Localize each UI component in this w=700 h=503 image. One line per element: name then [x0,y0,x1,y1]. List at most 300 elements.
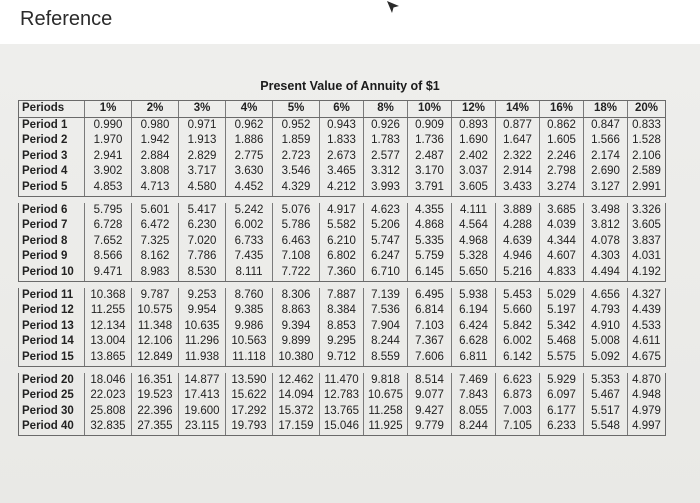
column-header-rate: 10% [408,101,452,118]
table-cell: 11.938 [179,350,226,366]
table-cell: 5.938 [452,288,496,304]
table-cell: 9.253 [179,288,226,304]
table-cell: 4.868 [408,218,452,234]
table-row [19,149,666,165]
table-cell: 10.368 [85,288,132,304]
table-cell: 5.548 [584,419,628,435]
table-cell: 10.635 [179,319,226,335]
table-cell: 4.494 [584,265,628,281]
table-cell: 2.322 [496,149,540,165]
table-cell: 2.246 [540,149,584,165]
table-cell: 1.913 [179,133,226,149]
column-header-rate: 16% [540,101,584,118]
table-cell: 4.870 [628,373,666,389]
table-cell: 5.206 [364,218,408,234]
table-cell: 6.495 [408,288,452,304]
table-cell: 1.970 [85,133,132,149]
page-title: Reference [20,8,113,30]
present-value-table [18,100,665,436]
column-header-rate: 4% [226,101,273,118]
table-cell: 8.162 [132,249,179,265]
table-cell: 12.134 [85,319,132,335]
table-cell: 6.733 [226,234,273,250]
table-cell: 5.660 [496,303,540,319]
table-cell: 7.786 [179,249,226,265]
table-cell: 13.765 [320,404,364,420]
table-cell: 13.004 [85,334,132,350]
period-label: Period 9 [19,249,85,265]
table-cell: 5.601 [132,203,179,219]
table-row [19,419,666,435]
table-row [19,373,666,389]
table-cell: 12.462 [273,373,320,389]
table-cell: 9.077 [408,388,452,404]
table-cell: 10.380 [273,350,320,366]
period-label: Period 20 [19,373,85,389]
table-cell: 5.092 [584,350,628,366]
table-cell: 4.212 [320,180,364,196]
table-cell: 2.723 [273,149,320,165]
table-cell: 4.303 [584,249,628,265]
table-cell: 4.031 [628,249,666,265]
table-cell: 3.326 [628,203,666,219]
table-cell: 32.835 [85,419,132,435]
table-cell: 1.859 [273,133,320,149]
column-header-rate: 1% [85,101,132,118]
table-cell: 4.917 [320,203,364,219]
table-cell: 4.580 [179,180,226,196]
column-header-rate: 18% [584,101,628,118]
table-cell: 5.468 [540,334,584,350]
table-row [19,234,666,250]
period-label: Period 15 [19,350,85,366]
table-cell: 25.808 [85,404,132,420]
table-cell: 1.605 [540,133,584,149]
period-label: Period 13 [19,319,85,335]
table-row [19,249,666,265]
table-cell: 0.862 [540,117,584,133]
table-cell: 9.899 [273,334,320,350]
table-cell: 2.884 [132,149,179,165]
table-cell: 1.690 [452,133,496,149]
table-cell: 3.037 [452,164,496,180]
table-cell: 9.986 [226,319,273,335]
period-label: Period 6 [19,203,85,219]
table-cell: 5.929 [540,373,584,389]
table-cell: 5.582 [320,218,364,234]
period-label: Period 14 [19,334,85,350]
table-cell: 1.783 [364,133,408,149]
period-label: Period 40 [19,419,85,435]
table-cell: 6.194 [452,303,496,319]
table-cell: 4.611 [628,334,666,350]
column-header-rate: 20% [628,101,666,118]
table-cell: 3.791 [408,180,452,196]
table-cell: 0.926 [364,117,408,133]
table-cell: 5.342 [540,319,584,335]
table-row [19,265,666,281]
table-cell: 4.833 [540,265,584,281]
table-cell: 5.008 [584,334,628,350]
table-cell: 0.847 [584,117,628,133]
column-header-rate: 5% [273,101,320,118]
table-cell: 15.622 [226,388,273,404]
table-cell: 8.244 [452,419,496,435]
table-cell: 3.812 [584,218,628,234]
table-cell: 12.849 [132,350,179,366]
table-cell: 4.607 [540,249,584,265]
table-cell: 6.177 [540,404,584,420]
table-title: Present Value of Annuity of $1 [260,79,440,93]
table-cell: 11.348 [132,319,179,335]
table-cell: 11.258 [364,404,408,420]
table-cell: 8.111 [226,265,273,281]
table-cell: 3.605 [628,218,666,234]
table-cell: 7.103 [408,319,452,335]
table-cell: 7.108 [273,249,320,265]
table-cell: 6.472 [132,218,179,234]
table-cell: 6.463 [273,234,320,250]
table-cell: 6.230 [179,218,226,234]
table-cell: 13.590 [226,373,273,389]
table-cell: 4.946 [496,249,540,265]
table-cell: 3.546 [273,164,320,180]
table-cell: 10.675 [364,388,408,404]
table-row [19,117,666,133]
table-cell: 5.353 [584,373,628,389]
table-cell: 11.255 [85,303,132,319]
table-cell: 5.335 [408,234,452,250]
table-cell: 6.623 [496,373,540,389]
table-cell: 1.647 [496,133,540,149]
table-cell: 2.991 [628,180,666,196]
period-label: Period 11 [19,288,85,304]
table-cell: 7.003 [496,404,540,420]
table-cell: 11.296 [179,334,226,350]
table-cell: 6.628 [452,334,496,350]
period-label: Period 12 [19,303,85,319]
table-row [19,404,666,420]
table-cell: 9.427 [408,404,452,420]
period-label: Period 1 [19,117,85,133]
table-cell: 5.650 [452,265,496,281]
table-cell: 27.355 [132,419,179,435]
table-cell: 9.712 [320,350,364,366]
table-cell: 7.139 [364,288,408,304]
table-cell: 8.306 [273,288,320,304]
table-cell: 5.517 [584,404,628,420]
table-cell: 7.469 [452,373,496,389]
table-cell: 0.980 [132,117,179,133]
table-cell: 8.760 [226,288,273,304]
table-cell: 5.786 [273,218,320,234]
table-cell: 3.902 [85,164,132,180]
table-row [19,350,666,366]
table-cell: 2.914 [496,164,540,180]
table-cell: 6.424 [452,319,496,335]
table-cell: 23.115 [179,419,226,435]
table-cell: 4.675 [628,350,666,366]
table-cell: 3.630 [226,164,273,180]
table-cell: 6.002 [226,218,273,234]
table-cell: 7.435 [226,249,273,265]
table-cell: 5.197 [540,303,584,319]
table-cell: 1.942 [132,133,179,149]
table-cell: 8.853 [320,319,364,335]
column-header-periods: Periods [19,101,85,118]
table-row [19,180,666,196]
table-cell: 6.247 [364,249,408,265]
table-cell: 7.536 [364,303,408,319]
table-cell: 6.210 [320,234,364,250]
table-cell: 6.814 [408,303,452,319]
table-cell: 0.943 [320,117,364,133]
table-row [19,203,666,219]
table-cell: 3.605 [452,180,496,196]
column-header-rate: 12% [452,101,496,118]
table-cell: 2.577 [364,149,408,165]
table-header-row [19,101,666,118]
table-cell: 6.811 [452,350,496,366]
table-cell: 4.039 [540,218,584,234]
table-cell: 17.413 [179,388,226,404]
table-cell: 3.127 [584,180,628,196]
table-cell: 7.360 [320,265,364,281]
table-cell: 9.394 [273,319,320,335]
table-cell: 4.078 [584,234,628,250]
table-cell: 4.327 [628,288,666,304]
table-cell: 1.528 [628,133,666,149]
table-row [19,164,666,180]
table-cell: 11.118 [226,350,273,366]
table-cell: 15.046 [320,419,364,435]
table-cell: 5.842 [496,319,540,335]
table-cell: 8.055 [452,404,496,420]
table-cell: 6.142 [496,350,540,366]
period-label: Period 2 [19,133,85,149]
table-cell: 1.886 [226,133,273,149]
table-cell: 11.470 [320,373,364,389]
table-cell: 5.216 [496,265,540,281]
table-cell: 14.094 [273,388,320,404]
table-cell: 4.639 [496,234,540,250]
table-cell: 19.793 [226,419,273,435]
table-cell: 3.889 [496,203,540,219]
table-cell: 9.818 [364,373,408,389]
table-cell: 6.233 [540,419,584,435]
table-cell: 0.833 [628,117,666,133]
table-cell: 5.467 [584,388,628,404]
table-cell: 5.453 [496,288,540,304]
table-cell: 10.563 [226,334,273,350]
table-cell: 2.106 [628,149,666,165]
table-cell: 9.471 [85,265,132,281]
table-cell: 5.242 [226,203,273,219]
table-cell: 13.865 [85,350,132,366]
table-cell: 4.968 [452,234,496,250]
table-cell: 0.971 [179,117,226,133]
table-row [19,218,666,234]
period-label: Period 30 [19,404,85,420]
table-cell: 4.997 [628,419,666,435]
table-cell: 5.575 [540,350,584,366]
table-cell: 6.097 [540,388,584,404]
table-cell: 0.877 [496,117,540,133]
table-cell: 2.775 [226,149,273,165]
table-cell: 4.329 [273,180,320,196]
table-cell: 2.829 [179,149,226,165]
table-cell: 1.833 [320,133,364,149]
table-cell: 11.925 [364,419,408,435]
table-cell: 6.002 [496,334,540,350]
table-cell: 4.288 [496,218,540,234]
header-bar [0,0,700,44]
table-cell: 14.877 [179,373,226,389]
table-cell: 4.910 [584,319,628,335]
table-cell: 4.111 [452,203,496,219]
table-cell: 16.351 [132,373,179,389]
table-row [19,334,666,350]
table-cell: 4.355 [408,203,452,219]
table-cell: 18.046 [85,373,132,389]
table-cell: 8.384 [320,303,364,319]
table-cell: 7.367 [408,334,452,350]
table-cell: 8.530 [179,265,226,281]
table-cell: 19.600 [179,404,226,420]
table-cell: 4.656 [584,288,628,304]
table-cell: 4.192 [628,265,666,281]
column-header-rate: 8% [364,101,408,118]
period-label: Period 4 [19,164,85,180]
table-cell: 8.244 [364,334,408,350]
table-cell: 3.498 [584,203,628,219]
table-cell: 9.787 [132,288,179,304]
table-cell: 22.023 [85,388,132,404]
table-row [19,319,666,335]
period-label: Period 3 [19,149,85,165]
table-cell: 7.020 [179,234,226,250]
mouse-cursor-icon [385,0,401,16]
table-cell: 7.325 [132,234,179,250]
table-cell: 0.893 [452,117,496,133]
table-cell: 9.385 [226,303,273,319]
period-label: Period 10 [19,265,85,281]
table-cell: 4.623 [364,203,408,219]
table-cell: 5.759 [408,249,452,265]
table-cell: 1.736 [408,133,452,149]
table-cell: 4.439 [628,303,666,319]
table-cell: 0.990 [85,117,132,133]
table-cell: 4.344 [540,234,584,250]
table-cell: 5.076 [273,203,320,219]
table-cell: 3.808 [132,164,179,180]
table-cell: 8.566 [85,249,132,265]
table-cell: 2.673 [320,149,364,165]
table-cell: 1.566 [584,133,628,149]
table-cell: 5.328 [452,249,496,265]
period-label: Period 5 [19,180,85,196]
table-cell: 4.713 [132,180,179,196]
table-cell: 3.433 [496,180,540,196]
table-cell: 7.887 [320,288,364,304]
table-cell: 3.717 [179,164,226,180]
table-cell: 3.837 [628,234,666,250]
table-cell: 2.589 [628,164,666,180]
table-cell: 17.159 [273,419,320,435]
table-cell: 3.993 [364,180,408,196]
table-cell: 6.710 [364,265,408,281]
table-cell: 17.292 [226,404,273,420]
table-cell: 4.793 [584,303,628,319]
table-row [19,133,666,149]
table-cell: 9.954 [179,303,226,319]
table-cell: 2.174 [584,149,628,165]
table-cell: 12.106 [132,334,179,350]
table-cell: 6.802 [320,249,364,265]
table-cell: 6.145 [408,265,452,281]
table-cell: 2.798 [540,164,584,180]
table-cell: 8.559 [364,350,408,366]
table-cell: 0.909 [408,117,452,133]
period-label: Period 7 [19,218,85,234]
table-cell: 2.487 [408,149,452,165]
table-cell: 2.690 [584,164,628,180]
column-header-rate: 2% [132,101,179,118]
table-cell: 4.979 [628,404,666,420]
table-cell: 3.312 [364,164,408,180]
table-cell: 15.372 [273,404,320,420]
table-cell: 2.941 [85,149,132,165]
table-cell: 7.606 [408,350,452,366]
table-cell: 4.533 [628,319,666,335]
table-cell: 8.983 [132,265,179,281]
column-header-rate: 14% [496,101,540,118]
table-cell: 4.948 [628,388,666,404]
period-label: Period 8 [19,234,85,250]
table-cell: 5.417 [179,203,226,219]
table-cell: 6.873 [496,388,540,404]
table-cell: 3.274 [540,180,584,196]
table-cell: 9.779 [408,419,452,435]
table-cell: 2.402 [452,149,496,165]
table-cell: 19.523 [132,388,179,404]
table-cell: 6.728 [85,218,132,234]
table-cell: 8.514 [408,373,452,389]
table-cell: 3.170 [408,164,452,180]
table-cell: 4.853 [85,180,132,196]
column-header-rate: 6% [320,101,364,118]
table-cell: 7.105 [496,419,540,435]
table-cell: 5.795 [85,203,132,219]
table-row [19,303,666,319]
table-cell: 5.029 [540,288,584,304]
column-header-rate: 3% [179,101,226,118]
table-cell: 4.564 [452,218,496,234]
table-cell: 7.652 [85,234,132,250]
table-row [19,288,666,304]
table-cell: 5.747 [364,234,408,250]
table-cell: 7.843 [452,388,496,404]
table-cell: 8.863 [273,303,320,319]
period-label: Period 25 [19,388,85,404]
table-row [19,388,666,404]
table-cell: 7.722 [273,265,320,281]
table-cell: 22.396 [132,404,179,420]
table-cell: 7.904 [364,319,408,335]
table-cell: 3.685 [540,203,584,219]
table-cell: 4.452 [226,180,273,196]
table-cell: 10.575 [132,303,179,319]
